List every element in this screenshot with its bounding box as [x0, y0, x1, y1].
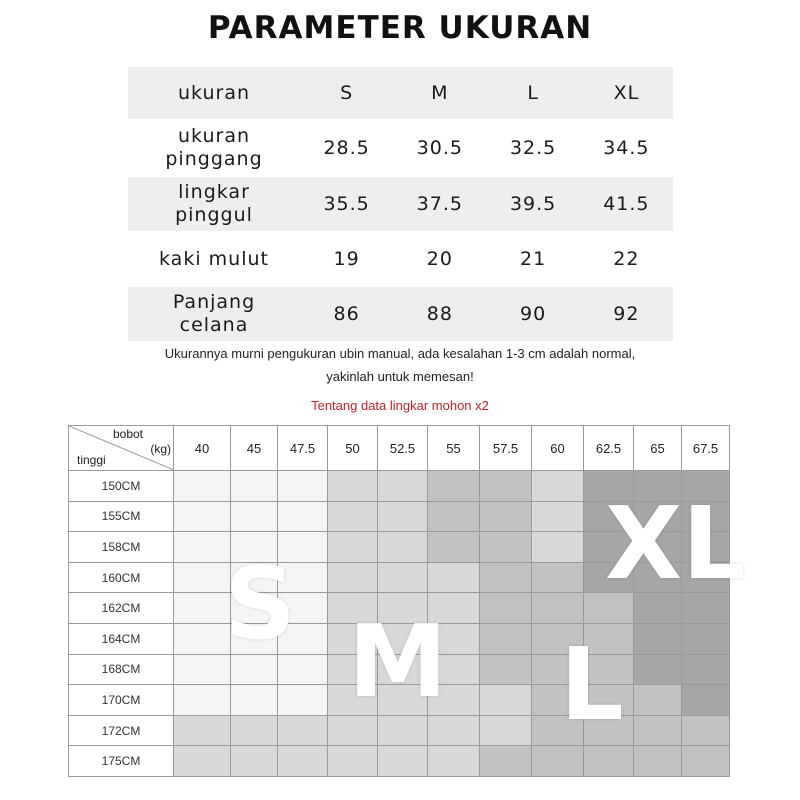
fit-zone-cell — [231, 715, 278, 746]
height-label-cell: 155CM — [69, 501, 174, 532]
fit-zone-cell — [231, 746, 278, 777]
weight-header-cell: 40 — [174, 426, 231, 471]
size-header-label: ukuran — [178, 81, 250, 104]
size-header-row — [128, 67, 673, 119]
height-label-cell: 168CM — [69, 654, 174, 685]
fit-zone-cell — [480, 623, 532, 654]
waist-value-s: 28.5 — [323, 137, 370, 159]
fit-zone-cell — [278, 715, 328, 746]
fit-zone-cell — [532, 593, 584, 624]
fit-zone-cell — [278, 685, 328, 716]
pants-length-label — [128, 291, 300, 337]
fit-zone-cell — [428, 471, 480, 502]
grid-corner-cell — [69, 426, 174, 471]
fit-zone-cell — [378, 501, 428, 532]
fit-zone-cell — [682, 746, 730, 777]
waist-row — [128, 121, 673, 175]
fit-zone-cell — [174, 623, 231, 654]
weight-header-cell: 50 — [328, 426, 378, 471]
fit-zone-cell — [480, 501, 532, 532]
height-label-cell: 150CM — [69, 471, 174, 502]
size-parameter-table — [128, 67, 673, 343]
fit-zone-cell — [480, 471, 532, 502]
zone-label-m: M — [348, 603, 448, 720]
height-row — [69, 746, 730, 777]
hip-value-s: 35.5 — [323, 193, 370, 215]
zone-label-s: S — [224, 545, 297, 662]
fit-zone-cell — [634, 746, 682, 777]
waist-value-m: 30.5 — [416, 137, 464, 159]
fit-zone-cell — [378, 471, 428, 502]
fit-zone-cell — [231, 471, 278, 502]
height-label-cell: 160CM — [69, 562, 174, 593]
hip-value-xl: 41.5 — [603, 193, 650, 215]
weight-header-cell: 60 — [532, 426, 584, 471]
fit-zone-cell — [378, 562, 428, 593]
fit-zone-cell — [428, 746, 480, 777]
leg-opening-row — [128, 233, 673, 285]
fit-zone-cell — [480, 562, 532, 593]
fit-zone-cell — [231, 685, 278, 716]
leg-opening-value-l: 21 — [520, 248, 547, 270]
fit-zone-cell — [278, 471, 328, 502]
fit-zone-cell — [174, 715, 231, 746]
fit-zone-cell — [682, 623, 730, 654]
size-header-s: S — [340, 82, 354, 104]
fit-zone-cell — [682, 715, 730, 746]
waist-label-line2: pinggang — [165, 148, 263, 170]
fit-zone-cell — [634, 715, 682, 746]
fit-zone-cell — [532, 532, 584, 563]
weight-header-cell: 52.5 — [378, 426, 428, 471]
corner-height-label: tinggi — [77, 453, 106, 467]
weight-header-cell: 55 — [428, 426, 480, 471]
weight-header-cell: 62.5 — [584, 426, 634, 471]
weight-header-cell: 57.5 — [480, 426, 532, 471]
weight-header-row — [69, 426, 730, 471]
size-header-xl: XL — [613, 82, 640, 104]
pants-length-value-xl: 92 — [613, 303, 640, 325]
fit-zone-cell — [378, 532, 428, 563]
fit-zone-cell — [532, 501, 584, 532]
fit-zone-cell — [480, 532, 532, 563]
height-label-cell: 175CM — [69, 746, 174, 777]
fit-zone-cell — [428, 501, 480, 532]
fit-zone-cell — [532, 746, 584, 777]
fit-zone-cell — [328, 471, 378, 502]
fit-zone-cell — [174, 501, 231, 532]
fit-zone-cell — [682, 685, 730, 716]
height-label-cell: 170CM — [69, 685, 174, 716]
height-label-cell: 172CM — [69, 715, 174, 746]
hip-label-line1: lingkar — [178, 181, 250, 203]
hip-value-m: 37.5 — [416, 193, 464, 215]
fit-zone-cell — [278, 746, 328, 777]
waist-label — [128, 125, 300, 171]
pants-length-label-line2: celana — [179, 314, 249, 336]
fit-zone-cell — [480, 715, 532, 746]
fit-zone-cell — [532, 471, 584, 502]
fit-zone-cell — [634, 654, 682, 685]
fit-zone-cell — [174, 471, 231, 502]
waist-value-xl: 34.5 — [603, 137, 650, 159]
measurement-note-2: yakinlah untuk memesan! — [326, 369, 474, 384]
height-label-cell: 158CM — [69, 532, 174, 563]
fit-zone-cell — [584, 746, 634, 777]
weight-header-cell: 67.5 — [682, 426, 730, 471]
weight-header-cell: 65 — [634, 426, 682, 471]
pants-length-value-m: 88 — [426, 303, 453, 325]
leg-opening-value-s: 19 — [333, 248, 360, 270]
fit-zone-cell — [328, 501, 378, 532]
waist-label-line1: ukuran — [178, 125, 250, 147]
fit-zone-cell — [428, 532, 480, 563]
fit-zone-cell — [480, 593, 532, 624]
fit-zone-cell — [174, 562, 231, 593]
fit-zone-cell — [378, 746, 428, 777]
pants-length-label-line1: Panjang — [172, 291, 256, 313]
corner-weight-label: bobot — [112, 427, 143, 441]
hip-value-l: 39.5 — [509, 193, 557, 215]
page-title: PARAMETER UKURAN — [207, 10, 593, 46]
hip-label-line2: pinggul — [175, 204, 253, 226]
fit-zone-cell — [174, 532, 231, 563]
size-header-m: M — [431, 82, 449, 104]
fit-zone-cell — [174, 593, 231, 624]
fit-zone-cell — [480, 685, 532, 716]
leg-opening-value-xl: 22 — [613, 248, 640, 270]
zone-label-xl: XL — [605, 485, 746, 602]
measurement-note: Ukurannya murni pengukuran ubin manual, ada kesalahan 1-3 cm adalah normal, — [164, 346, 636, 361]
fit-zone-cell — [682, 654, 730, 685]
fit-zone-cell — [428, 562, 480, 593]
fit-zone-cell — [328, 562, 378, 593]
fit-zone-cell — [174, 685, 231, 716]
pants-length-row — [128, 287, 673, 341]
pants-length-value-l: 90 — [520, 303, 547, 325]
corner-weight-unit: (kg) — [150, 442, 171, 456]
leg-opening-value-m: 20 — [426, 248, 453, 270]
fit-zone-cell — [174, 746, 231, 777]
height-label-cell: 162CM — [69, 593, 174, 624]
fit-zone-cell — [634, 623, 682, 654]
weight-header-cell: 45 — [231, 426, 278, 471]
height-label-cell: 164CM — [69, 623, 174, 654]
fit-zone-cell — [278, 501, 328, 532]
fit-zone-cell — [328, 532, 378, 563]
hip-row — [128, 177, 673, 231]
hip-label — [128, 181, 300, 227]
waist-value-l: 32.5 — [509, 137, 557, 159]
weight-header-cell: 47.5 — [278, 426, 328, 471]
size-header-l: L — [527, 82, 539, 104]
fit-zone-cell — [328, 746, 378, 777]
fit-zone-cell — [532, 562, 584, 593]
fit-zone-cell — [480, 746, 532, 777]
zone-label-l: L — [560, 626, 624, 743]
fit-zone-cell — [634, 685, 682, 716]
pants-length-value-s: 86 — [333, 303, 360, 325]
circumference-note: Tentang data lingkar mohon x2 — [311, 398, 489, 413]
fit-zone-cell — [480, 654, 532, 685]
fit-zone-cell — [231, 501, 278, 532]
leg-opening-label: kaki mulut — [159, 247, 269, 270]
fit-zone-cell — [174, 654, 231, 685]
